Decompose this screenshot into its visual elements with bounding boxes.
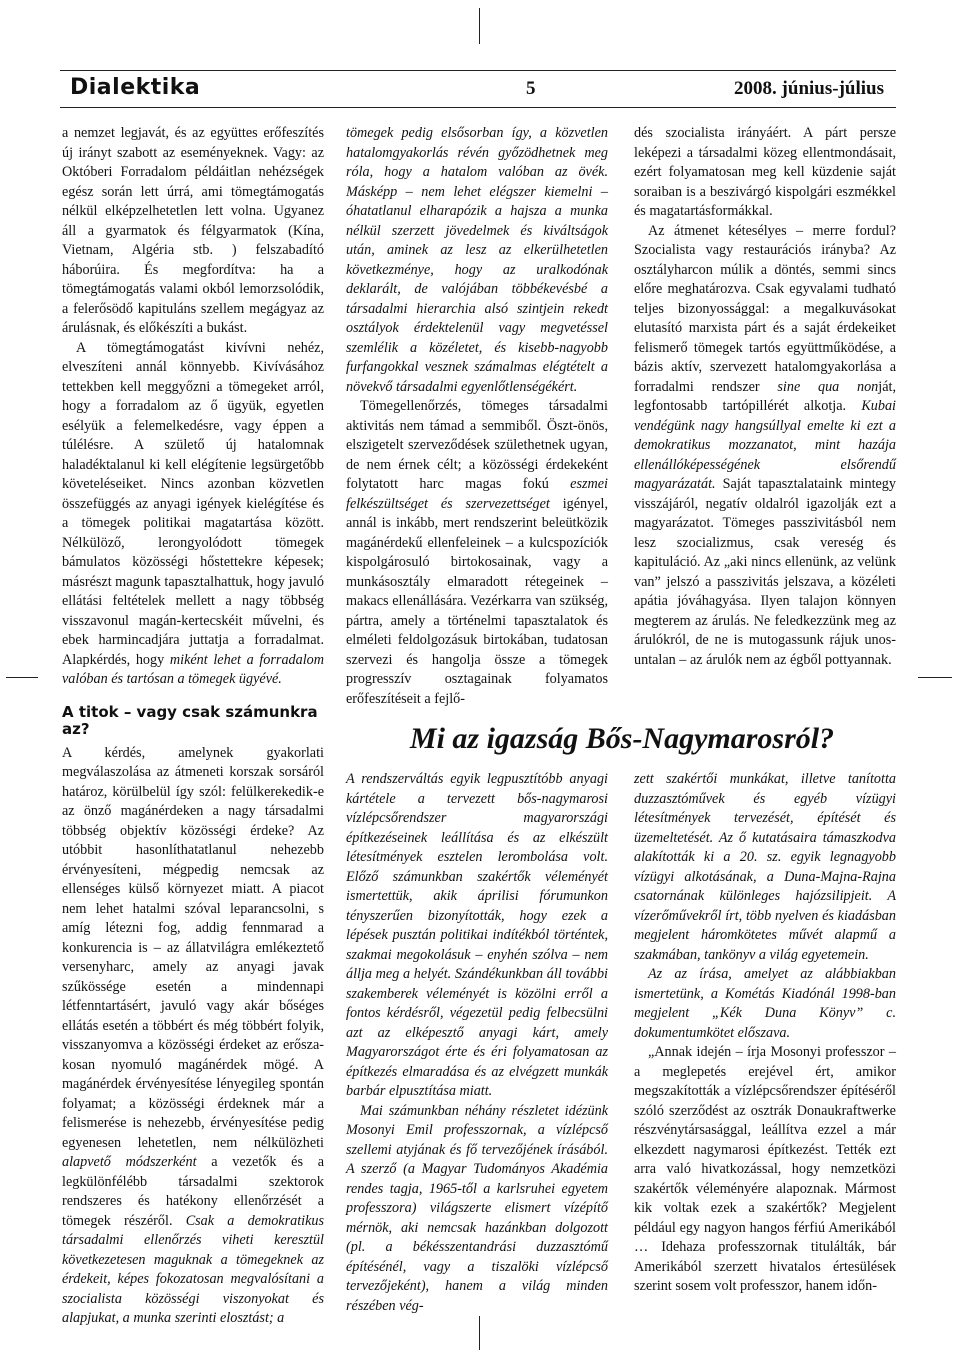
publication-title: Dialektika <box>70 75 201 100</box>
italic-text: Kubai vendégünk nagy hangsúllyal emelte ki ezt a demokratikus mozzanatot, mint hazája ellenállóképességének elsőrendű magyarázatát. <box>634 398 896 492</box>
article-column-1 <box>346 770 608 1316</box>
text: Tömegellenőrzés, tömeges társadalmi aktivitás nem támad a semmiből. Öszt-önös, elszigetelt szerveződések születhetnek ugyan, de nem érnek célt; a közösségi érdekeként folytatott harc magas fokú <box>346 398 608 492</box>
text: a vezetők és a legkülönfélébb társadalmi szektorok rendszeres és hatékony ellenőrzését a tömegek részéről. <box>62 1154 325 1229</box>
italic-text: eszmei felkészültséget és szervezettséget <box>346 476 608 512</box>
crop-mark <box>918 677 952 678</box>
text: ját, legfontosabb tartópillérét alkotja. <box>634 378 896 414</box>
article-column-2 <box>634 770 896 1297</box>
section-heading: A titok – vagy csak számunkra az? <box>62 702 318 738</box>
article-headline: Mi az igazság Bős-Nagymarosról? <box>409 722 835 755</box>
paragraph <box>62 744 324 1329</box>
paragraph: a nemzet legjavát, és az együttes erőfeszítés új irányt szabott az eseményeknek. Vagy: az Októberi Forradalom példáitlan nehézségek egész során lett úrrá, ami tömegtámogatás nélkül elképzelhetetlen lett volna. Ugyanez áll a gyarmatok és félgyarmatok (Kína, Vietnam, Algéria stb. ) felszabadító háborúira. És megfordítva: ha a tömegtámogatás valami okból lemorzsolódik, a felerősödő kapituláns szellem megágyaz az árulásnak, és előkészíti a bukást. <box>62 125 324 336</box>
crop-mark <box>479 8 480 44</box>
paragraph: dés szocialista irányáért. A párt persze leképezi a társadalmi közeg ellentmondásait, ezért folyamatosan meg kell küzdenie saját soraiban is a beszivárgó kispolgári eszmékkel és magatartásformákkal. <box>634 125 896 219</box>
text: A kérdés, amelynek gyakorlati megválaszolása az átmeneti korszak sorsáról határoz, körülbelül így szól: felülkerekedik-e az önző magánérdeken a nagy társadalmi többség objektív közösségi érdeke? Az utóbbit hasonlíthatatlanul nehezebb érvényesíteni, mégpedig nemcsak az ellenséges külső környezet miatt. A piacot nem lehet hatalmi szóval leparancsolni, s amíg létezni fog, addig fennmarad a konkurencia is – az állatvilágra emlékeztető versenyharc, amely az anyagi javak szűkössége esetén a mindennapi létfenntartásért, javuló vagy akár bőséges ellátás esetén a többért és még többért folyik, visszanyomva a közösségi érdeket az erősza-kosan nyomuló magánérdek mögé. A magánérdek érvényesítése lényegileg spontán folyamat; a közösségi érdeknek már a felismerése is nehezebb, érvényesítése pedig egyenesen lehetetlen, nem nélkülözheti <box>62 744 324 1151</box>
page-number: 5 <box>526 78 536 99</box>
issue-date: 2008. június-július <box>734 78 884 99</box>
italic-text: sine qua non <box>777 378 879 395</box>
paragraph: tömegek pedig elsősorban így, a közvetlen hatalomgyakorlás révén győzödhetnek meg róla, hogy a hatalom valóban az övék. Másképp – nem lehet elégszer kiemelni – óhatatlanul elharapózik a hajsza a munka nélkül szerzett jövedelmek és kiváltságok után, aminek az lesz az elkerülhetetlen következménye, hogy az uralkodónak deklarált, de valójában többékevésbé a társadalmi hierarchia alsó szintjein rekedt osztályok érdektelenül vagy megvetéssel szemlélik a közéletet, és kisebb-nagyobb furfangokkal vesznek számalmas elégtételt a növekvő társadalmi egyenlőtlenségékért. <box>346 125 608 395</box>
crop-mark <box>6 677 38 678</box>
paragraph: Az az írása, amelyet az alábbiakban ismertetünk, a Kométás Kiadónál 1998-ban megjelent „Kék Duna Könyv” c. dokumentumkötet előszava. <box>634 966 896 1041</box>
column-1 <box>62 124 324 1329</box>
paragraph <box>634 222 896 671</box>
paragraph: zett szakértői munkákat, illetve tanította duzzasztóművek és egyéb vízügyi létesítmények tervezését, építését és üzemeltetését. Az ő kutatásaira támaszkodva alakították ki a 20. sz. egyik legnagyobb vízügyi alkotásának, a Duna-Majna-Rajna csatornának különleges hajózsilipjeit. A vízerőművekről írt, több nyelven és kiadásban megjelent háromkötetes művét alapmű a szakmában, tankönyv a világ egyetemein. <box>634 771 896 963</box>
column-3 <box>634 124 896 670</box>
paragraph <box>62 339 324 690</box>
page-header <box>60 70 896 108</box>
paragraph: „Annak idején – írja Mosonyi professzor – a meglepetés erejével ért, amikor megszakították a vízlépcsőrendszer építéséről szóló szerződést az osztrák Donaukraftwerke részvénytársasággal, leállítva ezzel a már elkezdett nagymarosi építkezést. Tették ezt arra való hivatkozással, hogy nemzetközi szakértők véleményére alapoznak. Mármost kik voltak ezek a szakértők? Megjelent például egy nagyon hangos férfiú Amerikából … Idehaza professzornak titulálták, bár Amerikából szerzett hivatalos értesülések szerint sosem volt professzor, hanem időn- <box>634 1044 896 1294</box>
text: Saját tapasztalataink mintegy visszájáról, negatív oldalról igazolják ezt a magyarázatot. Tömeges passzivitásból nem lesz szocializmus, csak vereség és kapituláció. Az „aki nincs ellenünk, az velünk van” jelszó a passzivitás jelszava, a közéleti apátia jóváhagyása. Ilyen talajon könnyen megterem az árulás. Ne feledkezzünk meg az árulókról, de ne is mutogassunk rájuk unos-untalan – az árulók nem az égből pottyannak. <box>634 476 896 668</box>
text: A tömegtámogatást kivívni nehéz, elveszíteni annál könnyebb. Kivívásához tettekben kell meggyőzni a tömegeket arról, hogy a forradalom az ő ügyük, egyetlen esélyük a felemelkedésre, vagy éppen a túlélésre. A születő új hatalomnak haladéktalanul ki kell elégítenie legsürgetőbb követeléseiket. Nincs azonban közvetlen összefüggés az anyagi igények kielégítése és a tömegek politikai magatartása között. Nélkülöző, lerongyolódott tömegek bámulatos közösségi hőstettekre képesek; másrészt magunk tapasztalhattuk, hogy javuló ellátási feltételek mellett a nagy többség visszavonul magán-kertecskéit művelni, és ebek harmincadjára juttatja a forradalmat. Alapkérdés, hogy <box>62 339 325 668</box>
column-2 <box>346 124 608 709</box>
paragraph: A rendszerváltás egyik legpusztítóbb anyagi kártétele a tervezett bős-nagymarosi vízlépcsőrendszer magyarországi építkezéseinek leállítása és az elkészült létesítmények esztelen lerombolása volt. Előző számunkban szakértők véleményét ismertettük, akik áprilisi fórumunkon tényszerűen bizonyították, hogy ezek a lépések pusztán politikai indítékból történtek, szakmai megokolásuk – enyhén szólva – nem állja meg a helyét. Szándékunkban áll további szakemberek véleményét is közölni erről a fontos kérdésről, végezetül pedig felbecsülni azt az elképesztő anyagi kárt, amely Magyarországot érte és éri folyamatosan az építkezés elmaradása és az elvégzett munkák barbár elpusztítása miatt. <box>346 771 608 1099</box>
italic-text: miként lehet a forradalom valóban és tartósan a tömegek ügyévé. <box>62 651 325 687</box>
paragraph <box>346 397 608 709</box>
text: igényel, annál is inkább, mert rendszerint beleütközik magánérdekű ellenfeleinek – a kulcspozíciók kispolgárosuló birtokosainak, vagy a munkásosztály elmaradott rétegeinek – makacs ellenállására. Vezérkarra van szükség, pártra, amely a történelmi tapasztalatok és elméleti feldolgozásuk birtokában, tudatosan szervezi és hangolja össze a tömegek progresszív osztagainak folyamatos erőfeszítéseit a fejlő- <box>346 495 608 707</box>
text: Az átmenet kétesélyes – merre fordul? Szocialista vagy restaurációs irányba? Az osztályharcon múlik a döntés, semmi sincs előre meghatározva. Csak egyvalami tudható teljes bizonyossággal: a megalkuvásokat elutasító marxista párt és a saját érdekeiket felismerő tömegek tartós együttműködése, a bázis aktív, szervezett hatalomgyakorlása a forradalmi rendszer <box>634 222 896 395</box>
italic-text: Csak a demokratikus társadalmi ellenőrzés viheti keresztül következetesen maguknak a tömegeknek az érdekeit, képes fokozatosan megvalósítani a szocialista közösségi viszonyokat és alapjukat, a munka szerinti elosztást; a <box>62 1212 325 1326</box>
crop-mark <box>479 1316 480 1350</box>
paragraph: Mai számunkban néhány részletet idézünk Mosonyi Emil professzornak, a vízlépcső szellemi atyjának és fő tervezőjének írásából. A szerző (a Magyar Tudományos Akadémia rendes tagja, 1965-től a karlsruhei egyetem professzora) világszerte elismert vízépítő mérnök, aki nemcsak hazánkban dolgozott (pl. a békésszentandrási duzzasztómű építésénél, vagy a tiszalöki vízlépcső tervezőjeként), hanem a világ minden részében vég- <box>346 1102 608 1314</box>
italic-text: alapvető módszerként <box>62 1154 197 1170</box>
